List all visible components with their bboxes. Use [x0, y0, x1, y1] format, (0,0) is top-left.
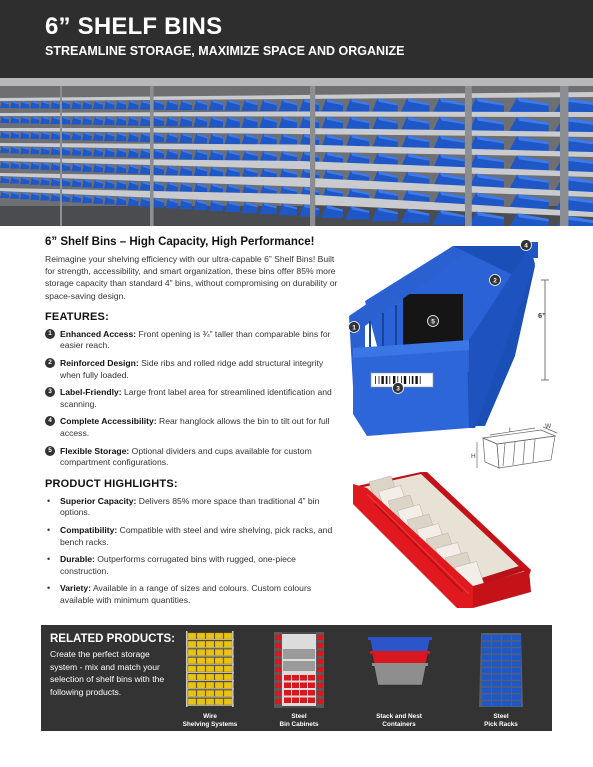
highlight-text: Available in a range of sizes and colours. Custom colours available with minimum quantities. — [60, 583, 312, 605]
feature-item — [45, 358, 345, 381]
bullet-icon: • — [47, 524, 51, 535]
feature-number-badge: 2 — [45, 358, 55, 368]
related-products-text: Create the perfect storage system - mix and match your selection of shelf bins with the following products. — [50, 649, 165, 697]
bullet-icon: • — [47, 583, 51, 594]
related-product-label: Stack and Nest Containers — [376, 713, 422, 728]
feature-number-badge: 3 — [45, 387, 55, 397]
feature-number-badge: 1 — [45, 329, 55, 339]
features-list — [45, 329, 345, 469]
intro-paragraph: Reimagine your shelving efficiency with our ultra-capable 6” Shelf Bins! Built for strength, accessibility, and smart organization, these bins offer 85% more storage capacity than standard 4” bins, without compromising on durability or space-saving design. — [45, 254, 338, 301]
related-products-panel — [41, 625, 552, 731]
callout-1 — [349, 322, 360, 333]
blue-shelf-bin-illustration — [349, 240, 550, 437]
feature-number-badge: 4 — [45, 416, 55, 426]
highlights-heading: PRODUCT HIGHLIGHTS: — [45, 477, 178, 490]
callout-4 — [521, 240, 532, 251]
svg-text:3: 3 — [396, 385, 400, 393]
feature-text: Side ribs and rolled ridge add structural integrity when fully loaded. — [60, 358, 324, 380]
feature-text: Front opening is ¾” taller than comparable bins for easier reach. — [60, 328, 331, 351]
related-product-label: Wire Shelving Systems — [182, 713, 238, 728]
feature-number-badge: 5 — [45, 446, 55, 456]
callout-3 — [393, 383, 404, 394]
related-stack-nest-containers[interactable] — [364, 629, 434, 731]
page-subtitle: STREAMLINE STORAGE, MAXIMIZE SPACE AND ORGANIZE — [45, 44, 405, 58]
highlight-item — [45, 583, 345, 606]
wire-shelving-image — [182, 629, 238, 709]
highlight-item — [45, 496, 345, 519]
height-dimension — [538, 280, 549, 380]
feature-title: Label-Friendly: — [60, 387, 122, 398]
svg-text:6”: 6” — [538, 311, 546, 320]
highlight-text: Delivers 85% more space than traditional 4” bin options. — [60, 495, 320, 518]
dim-l-label: L — [509, 427, 513, 434]
feature-title: Reinforced Design: — [60, 358, 139, 368]
bin-dimension-drawing — [477, 427, 557, 468]
product-illustrations — [345, 236, 593, 616]
svg-text:4: 4 — [524, 242, 528, 250]
highlight-item — [45, 525, 345, 548]
bin-cabinet-image — [271, 629, 327, 709]
svg-text:5: 5 — [431, 318, 435, 326]
header-banner — [0, 0, 593, 78]
svg-text:2: 2 — [493, 277, 497, 285]
bullet-icon: • — [47, 554, 51, 565]
page-title: 6” SHELF BINS — [45, 13, 223, 40]
highlight-title: Compatibility: — [60, 524, 118, 535]
feature-item — [45, 416, 345, 439]
related-product-label: Steel Pick Racks — [484, 713, 518, 728]
highlight-item — [45, 554, 345, 577]
feature-item — [45, 446, 345, 469]
intro-heading: 6” Shelf Bins – High Capacity, High Performance! — [45, 236, 315, 248]
header-divider — [0, 78, 593, 86]
features-heading: FEATURES: — [45, 310, 109, 323]
feature-title: Enhanced Access: — [60, 328, 137, 339]
bullet-icon: • — [47, 495, 51, 506]
highlight-title: Variety: — [60, 583, 92, 594]
related-wire-shelving[interactable] — [175, 629, 245, 731]
highlight-text: Compatible with steel and wire shelving, pick racks, and bench racks. — [60, 524, 333, 547]
stack-nest-containers-image — [364, 629, 436, 709]
content-column — [45, 236, 345, 613]
highlights-list — [45, 496, 345, 607]
svg-text:1: 1 — [352, 324, 356, 332]
related-product-label: Steel Bin Cabinets — [279, 713, 319, 728]
dim-h-label: H — [471, 453, 476, 460]
highlight-text: Outperforms corrugated bins with rugged, one-piece construction. — [60, 554, 296, 576]
red-shelf-bin-illustration — [353, 472, 531, 608]
hero-image-warehouse-shelves — [0, 86, 593, 226]
feature-text: Large front label area for streamlined identification and scanning. — [60, 387, 332, 409]
related-steel-pick-racks[interactable] — [466, 629, 536, 731]
related-products-heading: RELATED PRODUCTS: — [50, 633, 176, 645]
highlight-title: Superior Capacity: — [60, 495, 137, 506]
feature-item — [45, 329, 345, 352]
feature-item — [45, 387, 345, 410]
highlight-title: Durable: — [60, 554, 95, 565]
feature-title: Complete Accessibility: — [60, 416, 157, 427]
callout-2 — [490, 275, 501, 286]
feature-title: Flexible Storage: — [60, 445, 130, 456]
related-steel-bin-cabinets[interactable] — [264, 629, 334, 731]
callout-5 — [428, 316, 439, 327]
pick-rack-image — [473, 629, 529, 709]
feature-text: Rear hanglock allows the bin to tilt out for full access. — [60, 416, 330, 438]
feature-text: Optional dividers and cups available for custom compartment configurations. — [60, 445, 312, 468]
dim-w-label: W — [545, 423, 552, 430]
